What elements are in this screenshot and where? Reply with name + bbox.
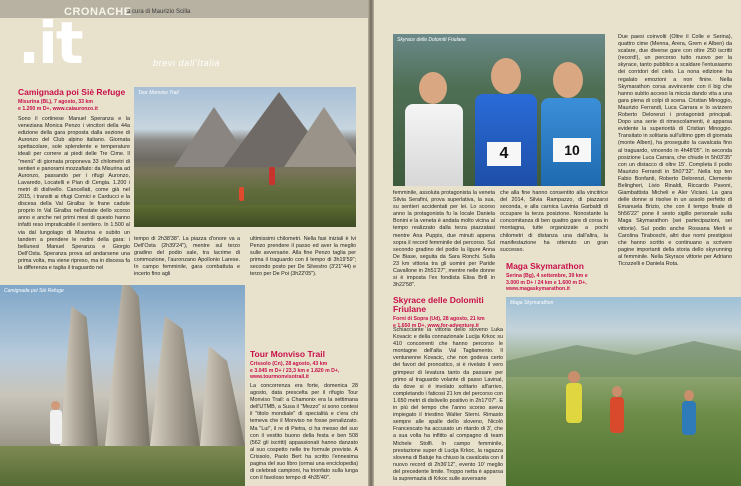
race2-title: Tour Monviso Trail	[250, 350, 325, 359]
race1-text-col3: ultimissimi chilometri. Nella fasi iniziali è Ivi Penzo prendere il passo ed aver la meglio sulle avversarie. Alla fine Penzo taglia per prima il traguardo con il tempo di 3h19'59"; secondo posto per De Silvestro (3'21"44) e terzo per De Poi (3h22'05").	[250, 236, 356, 278]
race5-sub1: Serina (Bg), 4 settembre, 39 km e	[506, 272, 588, 279]
race4-heading	[393, 296, 503, 329]
race1-sub1: Misurina (BL), 7 agosto, 33 km	[18, 98, 93, 105]
runner-head	[684, 390, 694, 401]
athlete-center	[475, 94, 537, 186]
photo-camignada-caption: Camignada poi Siè Refuge	[4, 288, 64, 294]
race1-text-col2: tempo di 2h38'38". La piazza d'onore va a Dell'Osta (2h39'24"), mentre sul terzo gradino del podio sale, tra lacrime di commozione, l'auronzano Apollonio Larese. In campo femminile, gara combattuta e incerto fino agli	[134, 236, 240, 278]
section-name: CRONACHE	[64, 6, 132, 18]
race2-sub1: Crissolo (Cn), 28 agosto, 43 km	[250, 360, 328, 367]
race5-heading	[506, 262, 614, 293]
race1-title: Camignada poi Siè Refuge	[18, 88, 126, 97]
race4-title: Skyrace delle Dolomiti Friulane	[393, 296, 484, 314]
athlete-left	[405, 104, 463, 186]
bib-number: 10	[553, 138, 591, 162]
race2-heading	[250, 350, 362, 381]
runner-figure	[50, 410, 62, 444]
distant-ridge	[506, 337, 741, 377]
runner-head	[568, 371, 580, 383]
mountain-peak	[284, 107, 356, 167]
race1-heading	[18, 88, 130, 112]
race1-sub2: e 1.200 m D+, www.caiauronzo.it	[18, 105, 98, 112]
rock-spire	[60, 306, 98, 446]
rock-spire	[105, 285, 150, 446]
race4-text: Schiacciante la vittoria dello sloveno Luka Kovacic e della connazionale Lucija Krkoc su 410 concorrenti che hanno percorso le montagne dell'alta Val Tagliamento. Il ventunenne Kovacic, che non godeva certo dei favori del pronostico, si è rivelato il vero grimpeur di levatura tanto da passare per primo al traguardo volante di passo Lavinal, da dove si è involato solitario all'arrivo, completando i faticosi 21 km del percorso con 1.650 metri di dislivello positivo in 2h17'07". E in più del tempo che l'anno scorso aveva impiegato il triestino Walter Sterni. Rimasto sempre alle spalle dello sloveno, Nicolò Francescato ha accusato un ritardo di 3', che a sua volta ha inflitto al compagno di team Michele Stolfi. In campo femminile, prestazione super di Lucija Krkoc, la ragazza slovena di Batuje ha chiuso la cavalcata con il nuovo record di 2h36'12", evento 10' meglio del precedente limite. Troppo netta è apparsa la supremazia di Krkoc sulle avversarie	[393, 327, 503, 482]
athlete-center-head	[491, 58, 521, 94]
runner-figure	[269, 167, 275, 185]
right-page	[374, 0, 741, 486]
race2-sub2: e 3.045 m D+ / 23,3 km e 1.820 m D+,	[250, 367, 340, 374]
race1-text-col1: Sono il cortinese Manuel Speranza e la veneziana Monica Penzo i vincitori della 44a edizione della gara proposta dalla sezione di Auronzo del Club alpino italiano. Giornata spettacolare, sole splendente e temperature ideali per correre ai piedi delle Tre Cime. Il "menù" di giornata proponeva 33 chilometri di sentieri e panorami mozzafiato: da Misurina ad Auronzo, passando per i rifugi Auronzo, Lavaredo, Locatelli e Pian di Cengia. 1.200 i metri di dislivello. Cancellati, come già nel 2015, i transiti ai rifugi Comici e Carducci e la discesa della Val Giralba: le frane cadute proprio in Val Giralba nell'estate dello scorso anno e anche nei primi mesi di questo hanno infatti reso impraticabile il sentiero. In 1.500 al via dal lungolago di Misurina e subito un tandem a prendere le redini della gara: i bellunesi Manuel Speranza e Giorgio Dell'Osta. Speranza prova ad andarsene una prima volta, ma viene ripreso, ma in discesa fa la differenza e taglia il traguardo nel	[18, 116, 130, 271]
photo-monviso-caption: Tour Monviso Trail	[138, 90, 179, 96]
photo-podium	[393, 34, 605, 186]
race3-text-col1: femminile, assoluta protagonista la veneta Silvia Serafini, prova superlativa, la sua, su sentieri accidentati per lei. Lo scorso anno la protagonista fu la locale Daniela Bonini e la veneta è andata molto vicina al tempo realizzato dalla terza piazzatasi mentre Ana Puppis, due minuti appena sopra il record femminile del percorso. Sul secondo gradino del podio la ligure Anna De Biase, seguita da Sara Ronchi. Sulla 23 km vittoria tra gli uomini per Paride Cavallone in 2h51'27", mentre nelle donne si è imposta l'ex fondista Elisa Brill in 3h22'58".	[393, 190, 495, 289]
runner-figure	[682, 401, 696, 435]
rock-spire	[150, 316, 200, 446]
runner-head	[612, 386, 622, 397]
left-page	[0, 0, 368, 486]
photo-maga-caption: Maga Skymarathon	[510, 300, 554, 306]
bib-number: 4	[487, 142, 521, 166]
race3-text-col2: che alla fine hanno consentito alla vincitrice del 2014, Silvia Rampazzo, di piazzarsi seconda, e alla carnica Lavinia Garbaldi di occupare la terza posizione. Nonostante la concomitanza di ben quattro gare di corsa in montagna, tutte organizzate a pochi chilometri di distanza una dall'altra, la manifestazione ha ottenuto un gran successo.	[500, 190, 608, 253]
race5-sub3: www.magaskymarathon.it	[506, 286, 570, 293]
section-logo: .it	[18, 9, 82, 77]
rock-spire	[200, 346, 245, 446]
photo-camignada	[0, 285, 245, 486]
photo-podium-caption: Skyrace delle Dolomiti Friulane	[397, 37, 466, 43]
section-tagline: brevi dall'Italia	[153, 58, 220, 68]
runner-figure	[566, 383, 582, 423]
runner-figure	[239, 187, 244, 201]
race2-text: La concorrenza era forte, domenica 28 agosto, data prescelta per il rifugio Tour Monviso Trail: a Chamonix era la settimana dell'UTMB, a Susa il "Mezzo" si sono contesi il "titolo mondiale" di specialità e c'era chi temeva che il Monviso ne fosse penalizzato. Ma "Lui", il re di Pietra, ci ha messo del suo con il vestito buono della festa e ben 508 (562 gli iscritti) appassionati hanno danzato al suo cospetto nelle tre formule previste. A Crissolo, Paolo Bert ha scritto l'ennesima pagina del suo libro (ormai una enciclopedia) di celebrati campioni, ha trionfato sulla lunga con il favoloso tempo di 4h35'40".	[250, 383, 358, 482]
race2-sub3: www.tourmonvisotrail.it	[250, 374, 309, 381]
race4-sub2: e 1.650 m D+, www.for-adventure.it	[393, 322, 479, 329]
athlete-right-head	[553, 62, 583, 98]
foreground-meadow	[0, 446, 245, 486]
race5-text: Due paesi coinvolti (Oltre il Colle e Serina), quattro cime (Menna, Arera, Grem e Alben) da scalare, due diverse gare con oltre 250 iscritti (record!), un percorso tutto nuovo per la skyrace, tanto pubblico a scaldare l'entusiasmo dei corridori del cielo. La nona edizione ha regalato emozioni a non finire. Nella Skymarathon corsa avvincente con il big che hanno subito acceso la miccia dando vita a una gara piena di colpi di scena. Cristian Minoggio, Maurizio Ferrandi, Luca Carrara e lo svizzero Roberto Delorenzi i protagonisti principali. Dopo una serie di rimescolamenti, è apparsa evidente la superiorità di Cristian Minoggio. Transitato in solitaria sull'ultimo gpm di giornata (monte Alben), ha proseguito la cavalcata fino al traguardo, vincendo in 4h48'05". In seconda posizione Luca Carrara, che chiude in 5h03'35" con un distacco di oltre 15'. Completa il podio Maurizio Ferrandi in 5h07'32". Nella top ten Fabio Bonfanti, Roberto Delorenzi, Clemente Belingheri, Livio Rinaldi, Riccardo Pavoni, Giambattista Micheli e Aler Viciani. La gara delle donne si risolve in un assolo perfetto di Emanuela Brizio, che con il tempo finale di 5h56'22" pone il sesto sigillo personale sulla Maga Skymarathon (sei partecipazioni, sei vittorie). Sul podio anche Rossana Merli e Carolina Tiraboschi, altri due nomi prestigiosi che hanno scritto e continuano a scrivere pagine importanti della storia dello skyrunning al femminile. Nella Skyrace vittorie per Adriano Ticozzelli e Daniela Rota.	[618, 34, 732, 267]
photo-monviso	[134, 87, 356, 227]
athlete-left-head	[419, 72, 447, 104]
curator-credit: a cura di Maurizio Scilla	[127, 9, 191, 15]
runner-figure	[610, 397, 624, 433]
race5-title: Maga Skymarathon	[506, 262, 584, 271]
foreground-grass	[134, 205, 356, 227]
runner-head	[51, 401, 60, 410]
race4-sub1: Forni di Sopra (Ud), 28 agosto, 21 km	[393, 315, 485, 322]
race5-sub2: 3.000 m D+ / 24 km e 1.600 m D+,	[506, 279, 587, 286]
photo-maga	[506, 297, 741, 486]
